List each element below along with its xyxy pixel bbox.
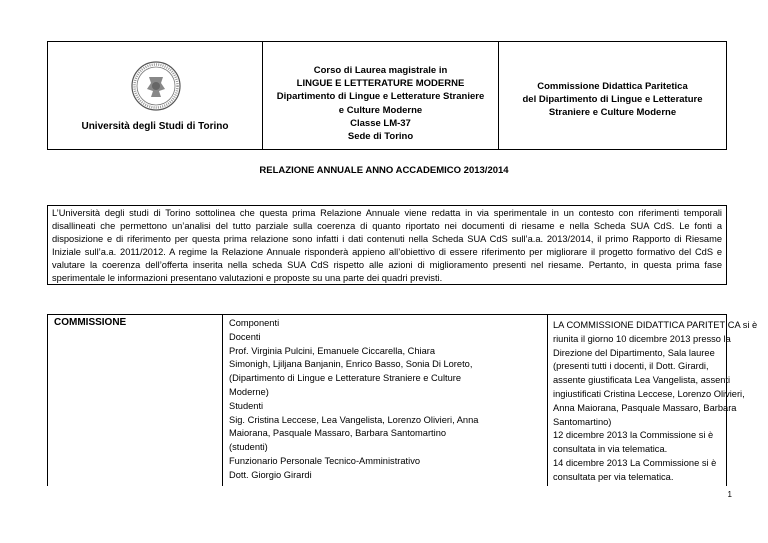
course-line: Classe LM-37 [350, 117, 411, 129]
course-cell [263, 42, 499, 149]
meetings-line: consultata per via telematica. [553, 471, 674, 482]
members-line: Moderne) [229, 386, 269, 397]
commission-line: Commissione Didattica Paritetica [537, 81, 688, 92]
course-line: e Culture Moderne [338, 104, 423, 116]
members-line: Componenti [229, 318, 280, 328]
members-line: (Dipartimento di Lingue e Letterature Straniere e Culture [229, 373, 462, 384]
members-line: Docenti [229, 331, 261, 342]
commission-line: Straniere e Culture Moderne [548, 107, 677, 119]
meetings-line: riunita il giorno 10 dicembre 2013 presso la [553, 333, 731, 344]
meetings-line: Direzione del Dipartimento, Sala lauree [553, 347, 715, 358]
members-cell [223, 315, 548, 486]
course-line: LINGUE E LETTERATURE MODERNE [296, 78, 465, 90]
commission-line: del Dipartimento di Lingue e Letterature [522, 94, 703, 106]
members-line: Funzionario Personale Tecnico-Amministrativo [229, 455, 421, 466]
meetings-line: (presenti tutti i docenti, il Dott. Girardi, [553, 361, 709, 372]
course-info [267, 64, 494, 143]
report-title: RELAZIONE ANNUALE ANNO ACCADEMICO 2013/2014 [259, 165, 509, 176]
course-line: Dipartimento di Lingue e Letterature Straniere [276, 91, 485, 103]
commission-cell [499, 42, 726, 149]
meetings-line: LA COMMISSIONE DIDATTICA PARITETICA si è [553, 320, 758, 330]
meetings-line: consultata in via telematica. [553, 444, 668, 455]
university-name: Università degli Studi di Torino [81, 121, 229, 132]
meetings-cell [548, 315, 758, 486]
meetings-line: assente giustificata Lea Vangelista, assenti [553, 375, 731, 386]
page-number: 1 [727, 490, 732, 499]
university-cell [48, 42, 263, 149]
commission-label: COMMISSIONE [54, 317, 127, 328]
header-table [47, 41, 727, 150]
members-line: Studenti [229, 400, 264, 411]
meetings-line: 12 dicembre 2013 la Commissione si è [553, 430, 714, 441]
commission-table [47, 314, 758, 486]
members-line: Simonigh, Ljiljana Banjanin, Enrico Basso, Sonia Di Loreto, [229, 359, 473, 370]
meetings-line: 14 dicembre 2013 La Commissione si è [553, 457, 717, 468]
intro-text: L’Università degli studi di Torino sottolinea che questa prima Relazione Annuale viene redatta in via sperimentale in un contesto con riferimenti temporali disallineati che permettono un’analisi del tutto parziale sulla coerenza di quanto riportato nei documenti di riesame e nella Scheda SUA CdS. Le fonti a disposizione e di riferimento per questa prima relazione sono infatti i dati contenuti nella Scheda SUA CdS sull’a.a. 2013/2014, il primo Rapporto di Riesame Iniziale sull’a.a. 2011/2012. A regime la Relazione Annuale risponderà appieno all’obiettivo di essere riferimento per migliorare il progetto formativo del CdS e valutare la coerenza dell’offerta inserita nella scheda SUA CdS rispetto alle azioni di miglioramento presenti nel riesame. Pertanto, in questa prima fase sperimentale le informazioni presentano valutazioni e proposte su una parte dei quadri previsti. [52, 208, 722, 283]
members-line: Maiorana, Pasquale Massaro, Barbara Santomartino [229, 428, 447, 439]
meetings-line: Santomartino) [553, 416, 612, 427]
course-line: Corso di Laurea magistrale in [313, 65, 448, 76]
members-line: (studenti) [229, 442, 268, 453]
members-line: Prof. Virginia Pulcini, Emanuele Ciccarella, Chiara [229, 345, 436, 356]
members-line: Sig. Cristina Leccese, Lea Vangelista, Lorenzo Olivieri, Anna [229, 414, 479, 425]
course-line: Sede di Torino [347, 131, 414, 143]
commission-heading [503, 80, 722, 120]
members-list [229, 317, 543, 483]
university-seal-icon [131, 61, 181, 111]
meetings-line: ingiustificati Cristina Leccese, Lorenzo Olivieri, [553, 388, 745, 399]
intro-box [47, 205, 727, 285]
commission-label-cell [48, 315, 223, 486]
members-line: Dott. Giorgio Girardi [229, 469, 312, 480]
meetings-list [553, 319, 758, 485]
meetings-line: Anna Maiorana, Pasquale Massaro, Barbara [553, 402, 737, 413]
